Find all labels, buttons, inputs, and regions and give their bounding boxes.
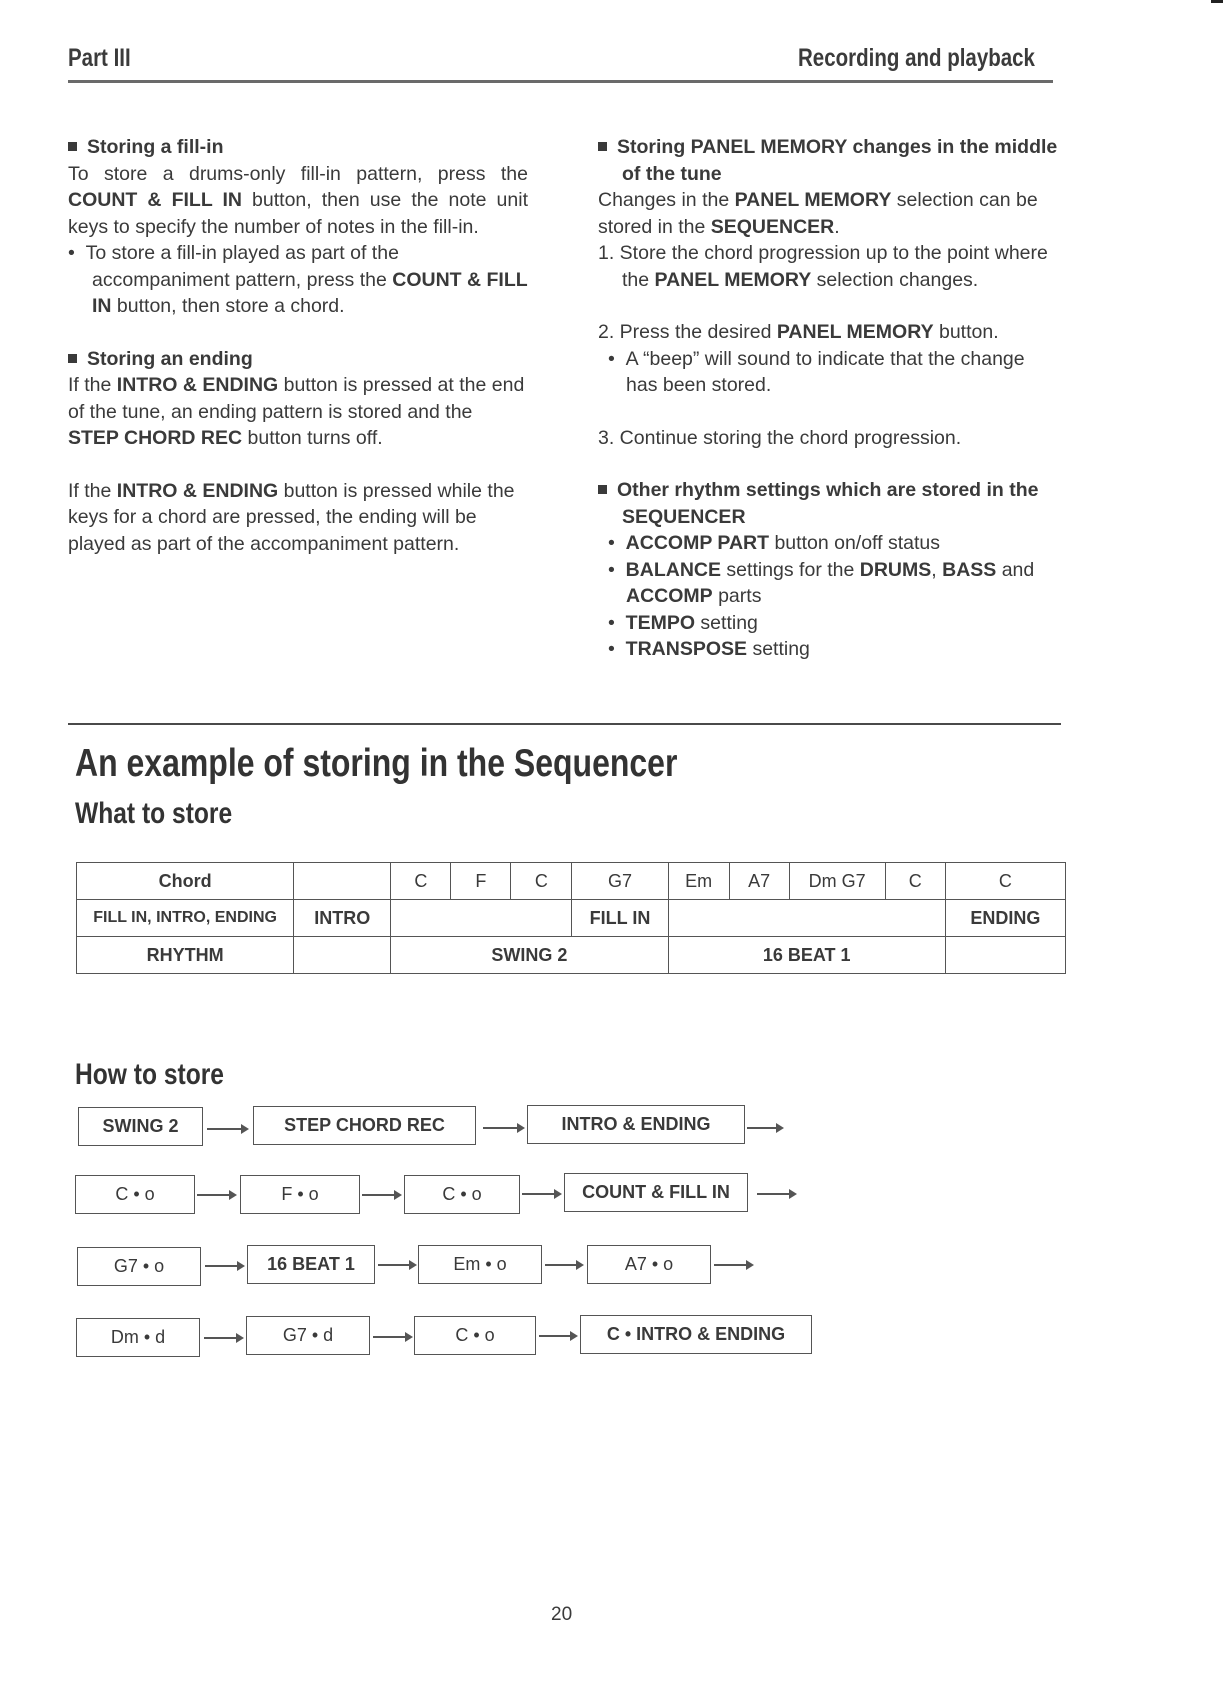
arrow-icon: [747, 1127, 782, 1129]
arrow-icon: [197, 1194, 235, 1196]
step-box: SWING 2: [78, 1107, 203, 1146]
step-box: G7 • d: [246, 1316, 370, 1355]
step-box: A7 • o: [587, 1245, 711, 1284]
arrow-icon: [545, 1264, 582, 1266]
fillin-paragraph: To store a drums-only fill-in pattern, press the COUNT & FILL IN button, then use the note unit keys to specify the number of notes in the fill-in.: [68, 162, 528, 238]
row-label-fill: FILL IN, INTRO, ENDING: [77, 900, 294, 937]
step-box: Dm • d: [76, 1318, 200, 1357]
table-row: [77, 937, 1066, 974]
step-2-bullet: • A “beep” will sound to indicate that the change has been stored.: [608, 347, 1025, 396]
step-box: G7 • o: [77, 1247, 201, 1286]
arrow-icon: [378, 1264, 415, 1266]
arrow-icon: [207, 1128, 247, 1130]
other-item-balance: • BALANCE settings for the DRUMS, BASS and ACCOMP parts: [608, 558, 1035, 607]
chord-cell: A7: [729, 863, 789, 900]
rhythm-16beat-cell: 16 BEAT 1: [668, 937, 945, 974]
what-to-store-table: [76, 862, 1066, 974]
ending-heading: Storing an ending: [68, 346, 528, 373]
left-column: [68, 134, 528, 557]
table-row: [77, 863, 1066, 900]
step-box: C • INTRO & ENDING: [580, 1315, 812, 1354]
other-settings-heading: Other rhythm settings which are stored in the SEQUENCER: [598, 477, 1060, 530]
arrow-icon: [714, 1264, 752, 1266]
chord-cell: Dm G7: [789, 863, 885, 900]
chord-cell: G7: [572, 863, 668, 900]
intro-cell: INTRO: [294, 900, 391, 937]
arrow-icon: [539, 1335, 576, 1337]
square-bullet-icon: [68, 354, 77, 363]
header-rule: [68, 80, 1053, 83]
ending-paragraph-1: If the INTRO & ENDING button is pressed at the end of the tune, an ending pattern is stored and the STEP CHORD REC button turns off.: [68, 374, 525, 449]
ending-paragraph-2: If the INTRO & ENDING button is pressed while the keys for a chord are pressed, the ending will be played as part of the accompaniment pattern.: [68, 479, 515, 555]
scan-edge-mark: [1211, 0, 1223, 3]
step-box: F • o: [240, 1175, 360, 1214]
row-label-rhythm: RHYTHM: [77, 937, 294, 974]
chord-cell: C: [945, 863, 1065, 900]
other-item-transpose: • TRANSPOSE setting: [608, 638, 810, 660]
square-bullet-icon: [598, 485, 607, 494]
chord-cell: F: [451, 863, 511, 900]
chord-cell: Em: [668, 863, 729, 900]
how-to-store-title: How to store: [75, 1058, 224, 1091]
arrow-icon: [204, 1337, 242, 1339]
fillin-bullet: • To store a fill-in played as part of the accompaniment pattern, press the COUNT & FILL IN button, then store a chord.: [68, 242, 528, 317]
other-item-tempo: • TEMPO setting: [608, 611, 758, 634]
step-box: Em • o: [418, 1245, 542, 1284]
header-section-title: Recording and playback: [798, 44, 1035, 72]
step-box: INTRO & ENDING: [527, 1105, 745, 1144]
rhythm-swing-cell: SWING 2: [391, 937, 668, 974]
arrow-icon: [362, 1194, 400, 1196]
section-rule: [68, 723, 1061, 725]
table-row: [77, 900, 1066, 937]
chord-cell: C: [391, 863, 451, 900]
square-bullet-icon: [68, 142, 77, 151]
step-3: 3. Continue storing the chord progression.: [598, 426, 962, 449]
step-box: C • o: [414, 1316, 536, 1355]
ending-cell: ENDING: [945, 900, 1065, 937]
panel-memory-paragraph: Changes in the PANEL MEMORY selection can be stored in the SEQUENCER.: [598, 189, 1038, 238]
fill-in-cell: FILL IN: [572, 900, 668, 937]
header-part: Part III: [68, 44, 131, 72]
step-1: 1. Store the chord progression up to the point where the PANEL MEMORY selection changes.: [598, 242, 1048, 291]
example-title: An example of storing in the Sequencer: [75, 742, 678, 785]
step-2: 2. Press the desired PANEL MEMORY button.: [598, 321, 999, 343]
what-to-store-title: What to store: [75, 797, 233, 830]
fillin-heading: Storing a fill-in: [68, 134, 528, 161]
step-box: C • o: [404, 1175, 520, 1214]
right-column: [598, 134, 1060, 663]
chord-cell: C: [885, 863, 945, 900]
arrow-icon: [522, 1193, 560, 1195]
step-box: STEP CHORD REC: [253, 1106, 476, 1145]
arrow-icon: [205, 1265, 243, 1267]
arrow-icon: [373, 1336, 411, 1338]
arrow-icon: [483, 1127, 523, 1129]
chord-cell: C: [511, 863, 572, 900]
row-label-chord: Chord: [77, 863, 294, 900]
panel-memory-heading: Storing PANEL MEMORY changes in the middle of the tune: [598, 134, 1060, 187]
page-number: 20: [551, 1604, 573, 1625]
arrow-icon: [757, 1193, 795, 1195]
step-box: 16 BEAT 1: [247, 1245, 375, 1284]
square-bullet-icon: [598, 142, 607, 151]
other-item-accomp: • ACCOMP PART button on/off status: [608, 532, 940, 554]
step-box: C • o: [75, 1175, 195, 1214]
step-box: COUNT & FILL IN: [564, 1173, 748, 1212]
